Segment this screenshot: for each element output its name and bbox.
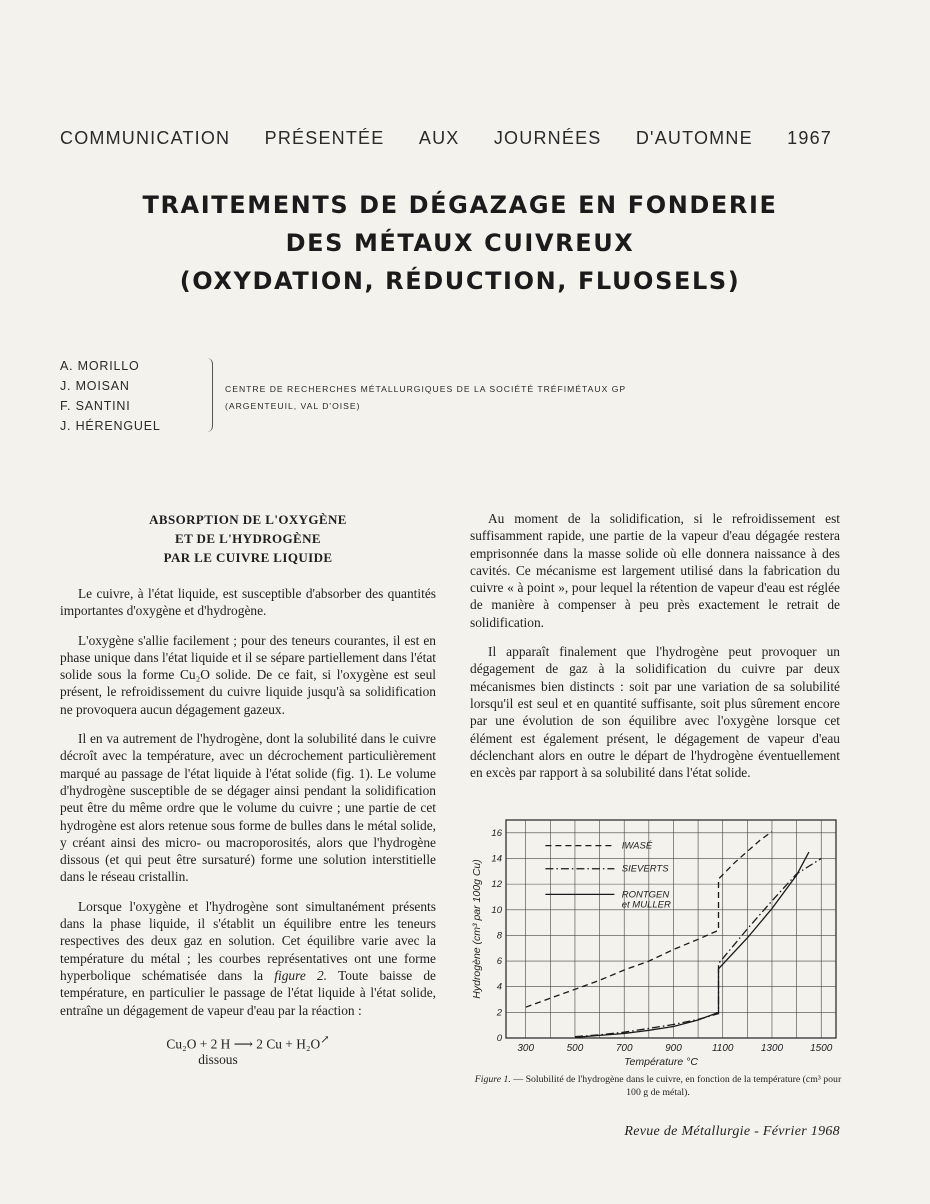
header-word: JOURNÉES — [493, 128, 602, 148]
y-tick-label: 16 — [491, 827, 502, 839]
y-tick-label: 4 — [496, 981, 502, 993]
section-heading-line: ET DE L'HYDROGÈNE — [175, 531, 321, 546]
section-heading-line: ABSORPTION DE L'OXYGÈNE — [149, 512, 347, 527]
y-tick-label: 10 — [491, 904, 502, 916]
legend-label: et MULLER — [621, 899, 671, 911]
section-heading-line: PAR LE CUIVRE LIQUIDE — [163, 550, 333, 565]
y-tick-label: 0 — [496, 1033, 502, 1044]
header-word: AUX — [418, 128, 460, 148]
x-tick-label: 1300 — [760, 1043, 784, 1054]
y-tick-label: 14 — [491, 853, 502, 865]
series-line-rontgen — [575, 852, 809, 1037]
paragraph: Le cuivre, à l'état liquide, est susceptible d'absorber des quantités importantes d'oxygène et d'hydrogène. — [60, 586, 436, 619]
formula-dissolved-note: dissous — [198, 1052, 238, 1068]
header-word: COMMUNICATION — [60, 128, 231, 148]
paragraph-text: Lorsque l'oxygène et l'hydrogène sont simultanément présents dans la phase liquide, il s'établit un équilibre entre les teneurs respectives des deux gaz en solution. Cet équilibre varie avec la température du métal ; les courbes représentatives ont une forme hyperbolique schématisée dans la — [60, 898, 436, 983]
affiliation-line-2: (ARGENTEUIL, VAL D'OISE) — [225, 401, 361, 411]
section-heading — [60, 510, 436, 567]
paragraph-text: Toute baisse de température, en particulier le passage de l'état liquide à l'état solide, entraîne un dégagement de vapeur d'eau par la réaction : — [60, 967, 436, 1018]
plot-frame — [506, 820, 836, 1038]
header-year: 1967 — [787, 128, 832, 148]
author-brace — [204, 358, 213, 432]
x-tick-label: 900 — [665, 1043, 682, 1054]
caption-label: Figure 1. — [474, 1074, 511, 1085]
x-tick-label: 300 — [517, 1043, 535, 1054]
paragraph: Il en va autrement de l'hydrogène, dont la solubilité dans le cuivre décroît avec la température, avec un décrochement particulièrement marqué au passage de l'état liquide à l'état solide (fig. 1). Le volume d'hydrogène susceptible de se dégager ainsi pendant la solidification peut être du même ordre que le volume du cuivre ; une partie de cet hydrogène est alors retenue sous forme de bulles dans le métal solide, y créant ainsi des micro- ou macroporosités, alors que l'hydrogène dissous (et qui peut être sursaturé) forme une solution interstitielle dans le réseau cristallin. — [60, 731, 436, 885]
formula-arrow: ⟶ — [233, 1036, 253, 1052]
title-line-1: TRAITEMENTS DE DÉGAZAGE EN FONDERIE — [142, 191, 778, 219]
y-tick-label: 8 — [496, 930, 502, 942]
header-word: D'AUTOMNE — [635, 128, 753, 148]
formula-reactants: Cu₂O + 2 H — [166, 1036, 231, 1052]
y-tick-label: 12 — [491, 879, 502, 891]
author-name: J. MOISAN — [60, 379, 130, 393]
paragraph — [60, 898, 436, 1019]
header-word: PRÉSENTÉE — [264, 128, 385, 148]
figure-caption — [472, 1073, 844, 1099]
conference-header — [60, 128, 832, 149]
legend-label: SIEVERTS — [621, 863, 669, 875]
x-tick-label: 1100 — [711, 1043, 734, 1054]
author-name: A. MORILLO — [60, 359, 140, 373]
journal-footer: Revue de Métallurgie - Février 1968 — [624, 1124, 840, 1139]
paragraph: Au moment de la solidification, si le refroidissement est suffisamment rapide, une partie de la vapeur d'eau dégagée restera emprisonnée dans la masse solide où elle donnera naissance à des cavités. Ce mécanisme est largement utilisé dans la fabrication du cuivre « à point », pour lequel la rétention de vapeur d'eau est réglée de manière à compenser à peu près exactement le retrait de solidification. — [470, 511, 840, 630]
affiliation-line-1: CENTRE DE RECHERCHES MÉTALLURGIQUES DE LA SOCIÉTÉ TRÉFIMÉTAUX GP — [225, 384, 627, 394]
author-list — [60, 356, 161, 436]
title-line-2: DES MÉTAUX CUIVREUX — [285, 229, 635, 257]
x-axis-label: Température °C — [624, 1056, 698, 1068]
x-tick-label: 1500 — [810, 1043, 833, 1054]
author-name: J. HÉRENGUEL — [60, 419, 161, 433]
y-axis-label: Hydrogène (cm³ par 100g Cu) — [471, 859, 483, 999]
y-tick-label: 2 — [496, 1007, 502, 1019]
text-column-right — [470, 510, 840, 793]
legend-label: IWASÉ — [621, 840, 653, 852]
x-tick-label: 700 — [615, 1043, 633, 1054]
figure-reference: figure 2. — [274, 967, 328, 983]
solubility-chart — [468, 816, 840, 1076]
author-name: F. SANTINI — [60, 399, 131, 413]
paragraph: Il apparaît finalement que l'hydrogène peut provoquer un dégagement de gaz à la solidification du cuivre par deux mécanismes bien distincts : soit par une variation de sa solubilité lorsqu'il est seul et en quantité suffisante, soit plus sûrement encore par une évolution de son équilibre avec l'oxygène lorsque cet élément est également présent, le dégagement de vapeur d'eau déclenchant alors en outre le départ de l'hydrogène éventuellement en excès par rapport à sa solubilité dans l'état solide. — [470, 644, 840, 781]
figure-1-chart — [468, 816, 840, 1076]
gas-release-arrow: ↗ — [320, 1033, 330, 1046]
affiliation — [225, 381, 626, 415]
paragraph: L'oxygène s'allie facilement ; pour des teneurs courantes, il est en phase unique dans l'état liquide et il se sépare partiellement dans l'état solide sous la forme Cu₂O solide. De ce fait, si l'oxygène est seul présent, le refroidissement du cuivre liquide jusqu'à sa solidification ne provoquera aucun dégagement gazeux. — [60, 632, 436, 717]
x-tick-label: 500 — [566, 1043, 584, 1054]
y-tick-label: 6 — [496, 956, 502, 968]
formula-products: 2 Cu + H₂O — [256, 1036, 321, 1052]
caption-text: — Solubilité de l'hydrogène dans le cuivre, en fonction de la température (cm³ pour 100 g de métal). — [510, 1074, 842, 1098]
article-title — [60, 186, 860, 300]
text-column-left — [60, 510, 436, 1067]
title-line-3: (OXYDATION, RÉDUCTION, FLUOSELS) — [179, 267, 741, 295]
legend-label: RONTGEN — [621, 889, 670, 901]
reaction-formula — [60, 1031, 436, 1067]
